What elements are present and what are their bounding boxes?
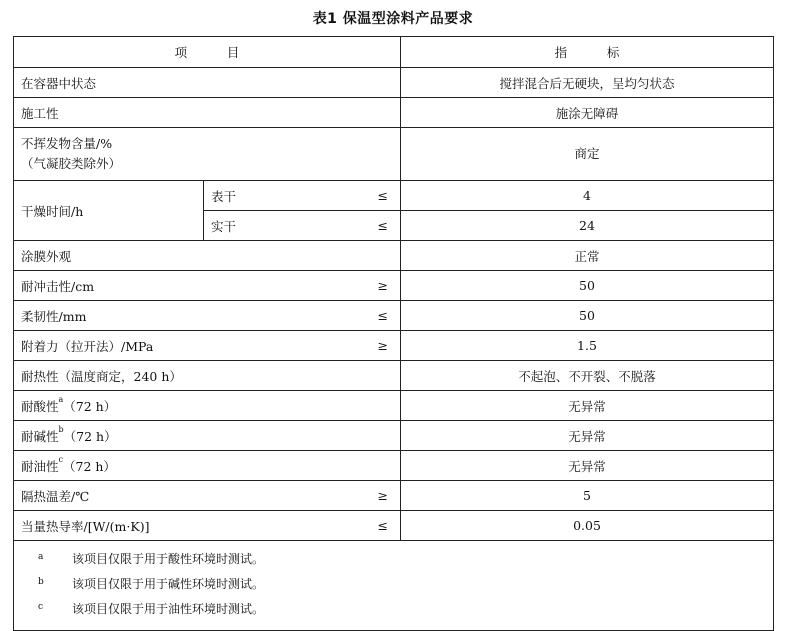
table-row — [14, 301, 774, 331]
row-name: 耐碱性 — [21, 428, 59, 444]
table-row — [14, 181, 774, 211]
table-row — [14, 331, 774, 361]
footnote-mark: a — [58, 394, 64, 404]
comparison-symbol: ≥ — [339, 331, 401, 361]
footnote-mark: b — [58, 424, 64, 434]
row-name: 干燥时间/h — [14, 181, 204, 241]
requirements-table — [13, 36, 774, 631]
table-header-row — [14, 37, 774, 68]
row-value: 施涂无障碍 — [401, 98, 774, 128]
footnote-text: 该项目仅限于用于酸性环境时测试。 — [72, 552, 265, 566]
row-name: 隔热温差/℃ — [14, 481, 339, 511]
header-item: 项 目 — [14, 37, 401, 68]
table-row — [14, 391, 774, 421]
row-name: 当量热导率/[W/(m·K)] — [14, 511, 339, 541]
row-value: 搅拌混合后无硬块，呈均匀状态 — [401, 68, 774, 98]
row-value: 50 — [401, 301, 774, 331]
footnote — [24, 547, 763, 572]
table-row — [14, 271, 774, 301]
footnote-text: 该项目仅限于用于油性环境时测试。 — [72, 602, 265, 616]
row-value: 无异常 — [401, 421, 774, 451]
footnote — [24, 572, 763, 597]
comparison-symbol: ≤ — [339, 301, 401, 331]
table-row — [14, 98, 774, 128]
footnote-mark: a — [38, 552, 44, 562]
row-name: 耐热性（温度商定，240 h） — [14, 361, 401, 391]
footnote — [24, 597, 763, 622]
table-row — [14, 421, 774, 451]
row-value: 0.05 — [401, 511, 774, 541]
row-value: 无异常 — [401, 391, 774, 421]
row-value: 50 — [401, 271, 774, 301]
table-title: 表1 保温型涂料产品要求 — [312, 11, 474, 27]
table-row — [14, 128, 774, 181]
row-name-with-footnote — [14, 391, 401, 421]
comparison-symbol: ≤ — [339, 511, 401, 541]
row-name-with-footnote — [14, 451, 401, 481]
sub-row-name: 实干 — [204, 211, 339, 241]
table-row — [14, 511, 774, 541]
comparison-symbol: ≤ — [339, 181, 401, 211]
row-name-suffix: （72 h） — [63, 428, 117, 444]
row-name-multiline — [14, 128, 401, 181]
footnote-mark: c — [58, 454, 63, 464]
footnote-mark: b — [38, 577, 44, 587]
comparison-symbol: ≥ — [339, 481, 401, 511]
row-name: 施工性 — [14, 98, 401, 128]
comparison-symbol: ≤ — [339, 211, 401, 241]
row-value: 5 — [401, 481, 774, 511]
row-name: 耐冲击性/cm — [14, 271, 339, 301]
row-name: 附着力（拉开法）/MPa — [14, 331, 339, 361]
row-value: 24 — [401, 211, 774, 241]
footnotes-row — [14, 541, 774, 631]
row-value: 1.5 — [401, 331, 774, 361]
row-name: 耐油性 — [21, 458, 59, 474]
sub-row-name: 表干 — [204, 181, 339, 211]
footnote-mark: c — [38, 602, 44, 612]
header-value: 指 标 — [401, 37, 774, 68]
table-row — [14, 481, 774, 511]
row-value: 商定 — [401, 128, 774, 181]
footnotes — [14, 541, 774, 631]
footnote-text: 该项目仅限于用于碱性环境时测试。 — [72, 577, 265, 591]
row-value: 正常 — [401, 241, 774, 271]
row-value: 无异常 — [401, 451, 774, 481]
row-name-line1: 不挥发物含量/% — [21, 136, 113, 151]
row-name: 耐酸性 — [21, 398, 59, 414]
row-value: 4 — [401, 181, 774, 211]
table-row — [14, 68, 774, 98]
row-name-suffix: （72 h） — [63, 458, 116, 474]
table-row — [14, 361, 774, 391]
row-name-line2: （气凝胶类除外） — [21, 156, 122, 171]
row-value: 不起泡、不开裂、不脱落 — [401, 361, 774, 391]
row-name: 在容器中状态 — [14, 68, 401, 98]
row-name: 涂膜外观 — [14, 241, 401, 271]
table-row — [14, 241, 774, 271]
row-name-suffix: （72 h） — [63, 398, 117, 414]
comparison-symbol: ≥ — [339, 271, 401, 301]
row-name: 柔韧性/mm — [14, 301, 339, 331]
row-name-with-footnote — [14, 421, 401, 451]
table-row — [14, 451, 774, 481]
